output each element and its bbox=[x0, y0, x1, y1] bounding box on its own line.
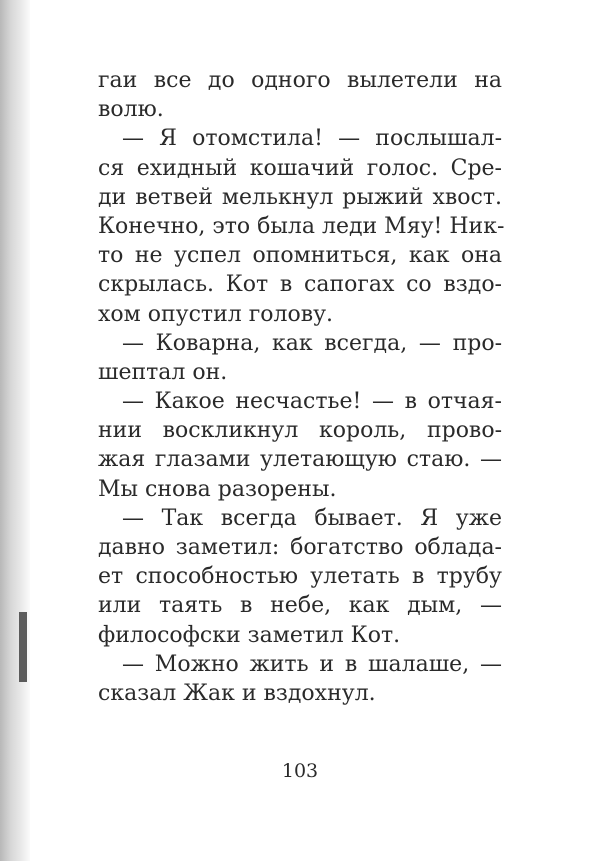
text-line: — Я отомстила! — послышал- bbox=[122, 126, 502, 152]
text-line: шептал он. bbox=[98, 359, 228, 385]
text-line: давно заметил: богатство облада- bbox=[98, 535, 502, 560]
text-line: жая глазами улетающую стаю. — bbox=[98, 447, 502, 473]
text-line: сказал Жак и вздохнул. bbox=[98, 680, 376, 706]
text-line: — Коварна, как всегда, — про- bbox=[122, 330, 502, 356]
text-line: — Можно жить и в шалаше, — bbox=[122, 651, 502, 677]
text-line: скрылась. Кот в сапогах со вздо- bbox=[98, 272, 502, 298]
text-line: — Какое несчастье! — в отчая- bbox=[122, 389, 502, 415]
text-line: ет способностью улетать в трубу bbox=[98, 564, 502, 590]
scan-page-edge bbox=[0, 0, 30, 861]
text-line: Мы снова разорены. bbox=[98, 476, 337, 502]
text-line: ся ехидный кошачий голос. Сре- bbox=[98, 155, 502, 181]
page-text-block bbox=[98, 66, 505, 708]
text-line: Конечно, это была леди Мяу! Ник- bbox=[98, 213, 505, 239]
text-line: философски заметил Кот. bbox=[98, 622, 401, 648]
text-line: ди ветвей мелькнул рыжий хвост. bbox=[98, 184, 502, 210]
text-line: то не успел опомниться, как она bbox=[98, 243, 502, 269]
text-line: волю. bbox=[98, 97, 164, 123]
page-number: 103 bbox=[281, 760, 319, 782]
scan-dark-mark bbox=[19, 612, 27, 682]
text-line: хом опустил голову. bbox=[98, 301, 334, 327]
text-line: нии воскликнул король, прово- bbox=[98, 418, 502, 444]
text-line: гаи все до одного вылетели на bbox=[98, 68, 502, 93]
text-line: — Так всегда бывает. Я уже bbox=[122, 505, 502, 531]
text-line: или таять в небе, как дым, — bbox=[98, 593, 502, 619]
